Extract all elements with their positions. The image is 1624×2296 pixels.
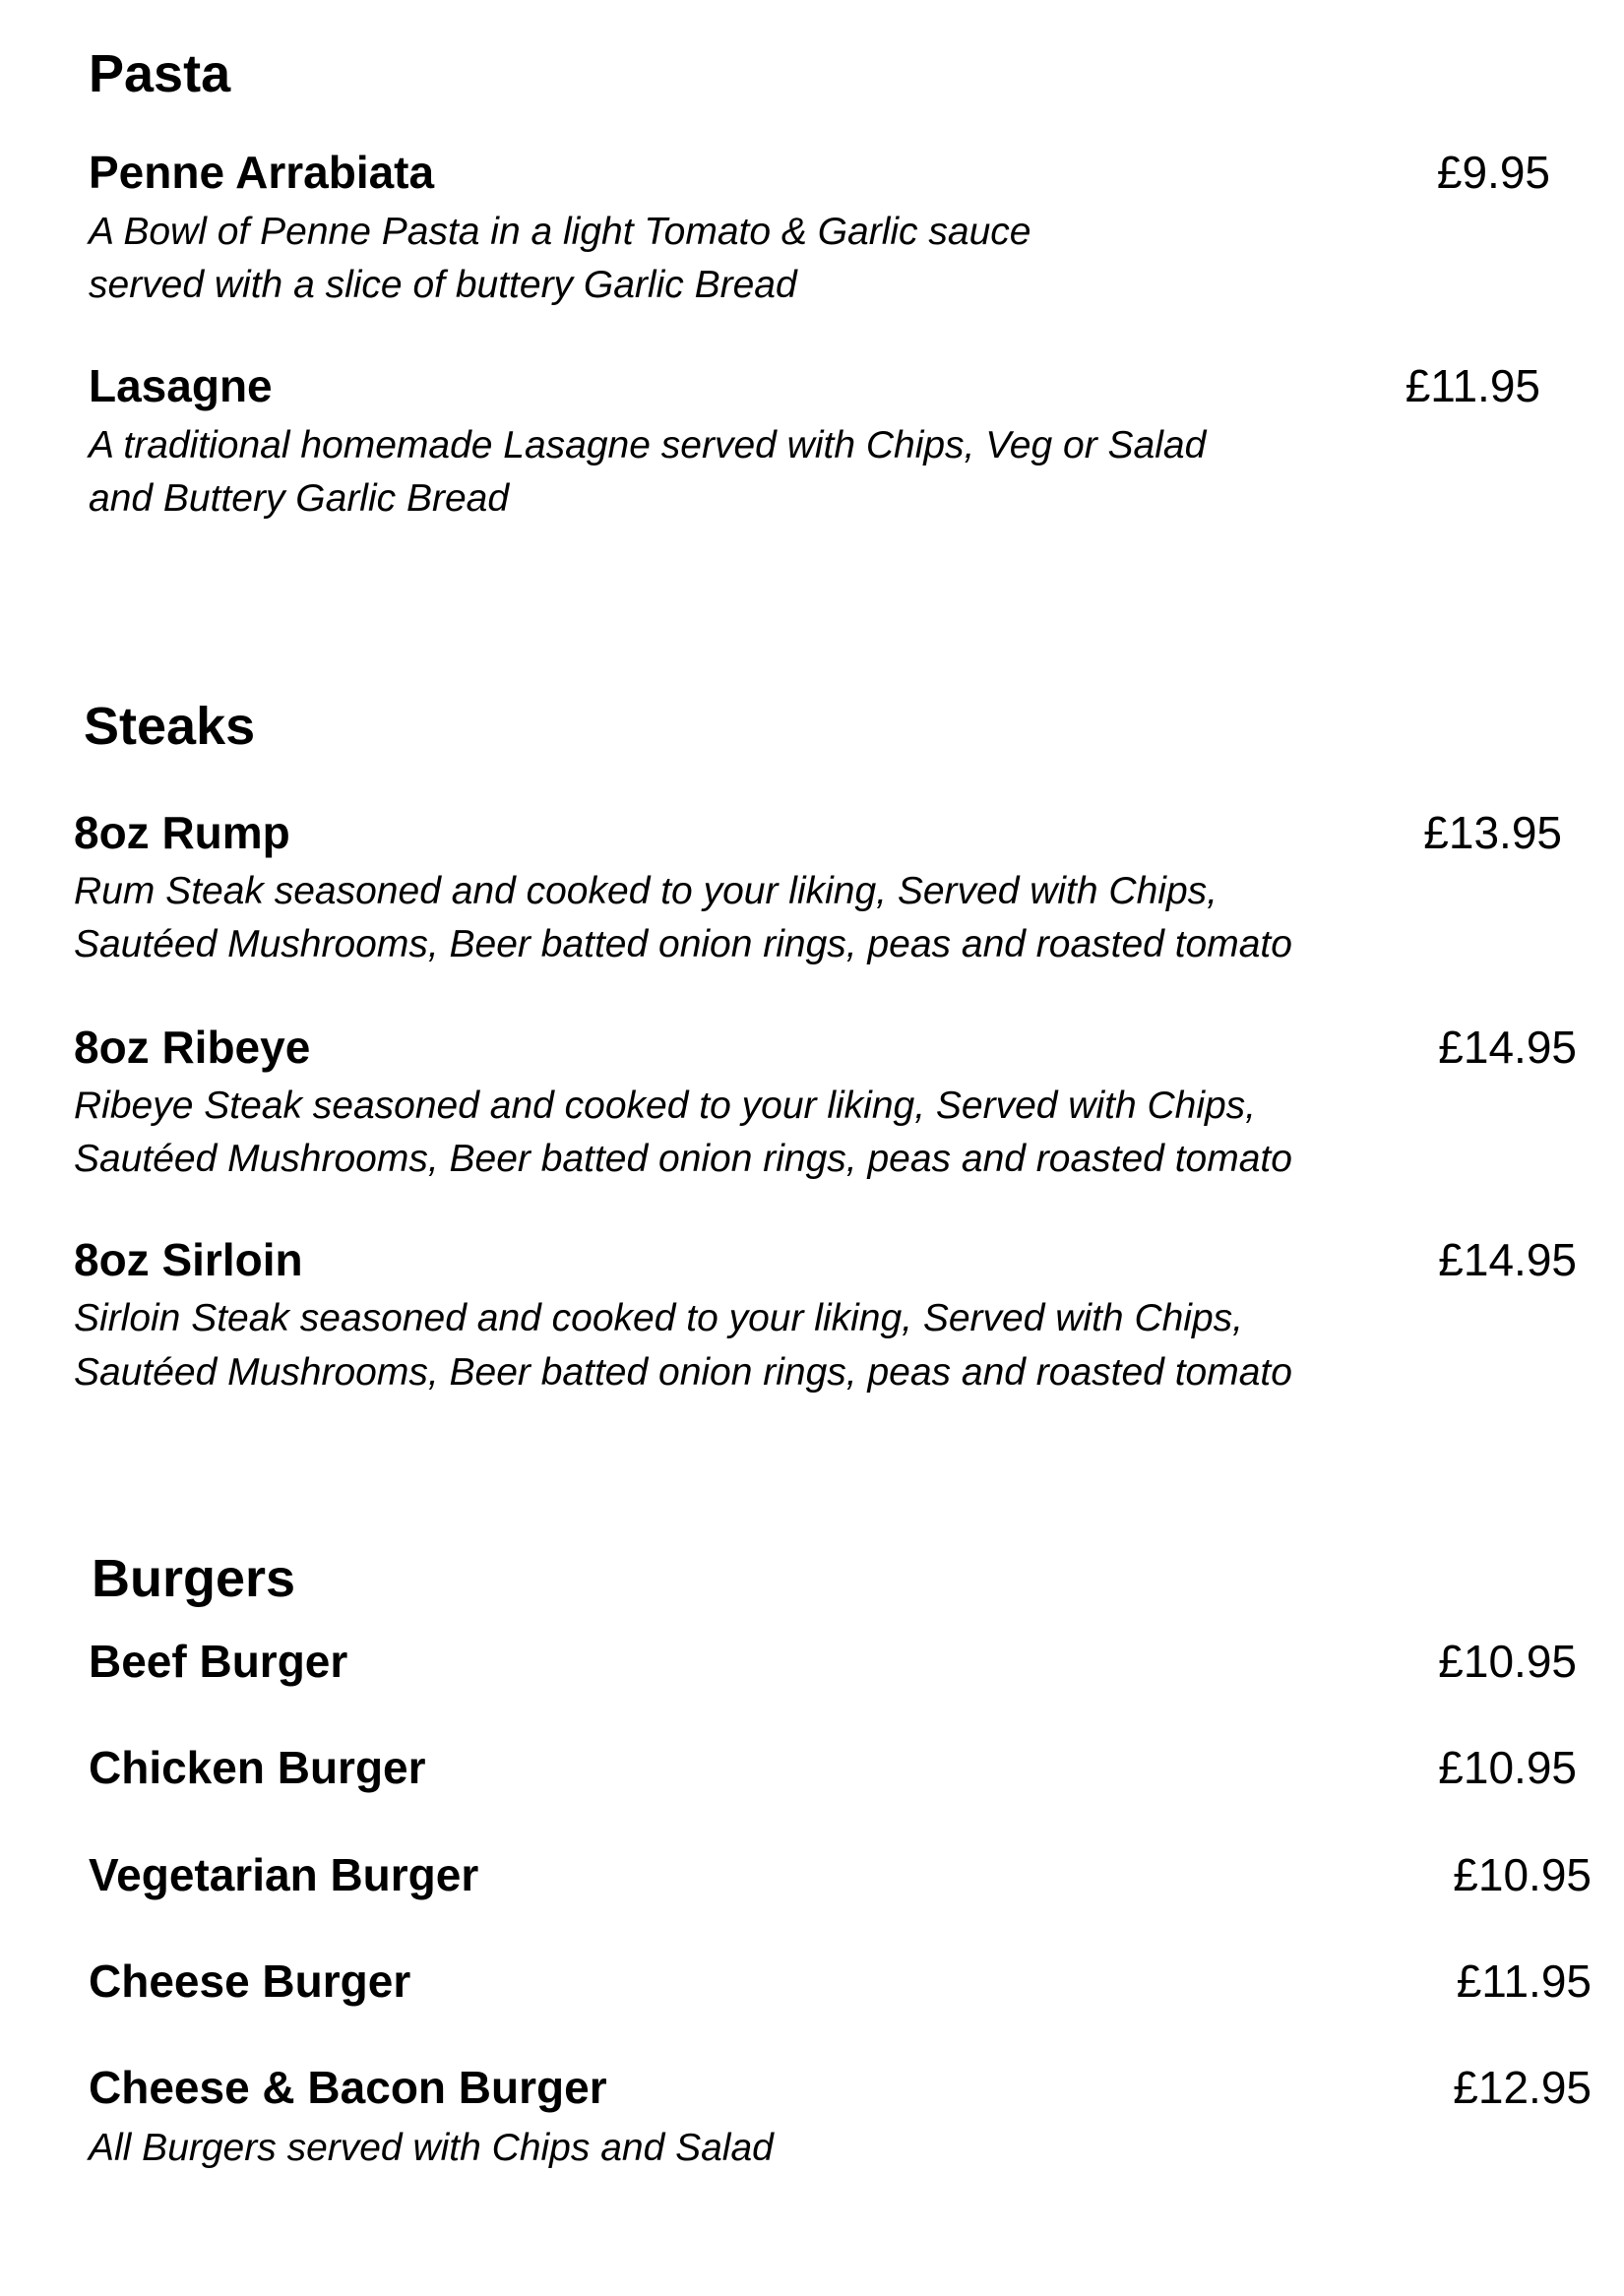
section-heading: Pasta (89, 44, 231, 103)
item-name: Beef Burger (89, 1636, 348, 1687)
item-price: £10.95 (1438, 1742, 1577, 1793)
section-heading: Steaks (84, 697, 256, 756)
item-description: Sautéed Mushrooms, Beer batted onion rings, peas and roasted tomato (74, 923, 1292, 965)
item-description: A Bowl of Penne Pasta in a light Tomato & Garlic sauce (89, 211, 1031, 253)
item-description: Sautéed Mushrooms, Beer batted onion rings, peas and roasted tomato (74, 1138, 1292, 1180)
item-description: Sirloin Steak seasoned and cooked to your liking, Served with Chips, (74, 1297, 1243, 1339)
item-description: Ribeye Steak seasoned and cooked to your liking, Served with Chips, (74, 1085, 1257, 1127)
item-name: Cheese Burger (89, 1955, 411, 2007)
item-description: Sautéed Mushrooms, Beer batted onion rings, peas and roasted tomato (74, 1351, 1292, 1394)
section-heading: Burgers (92, 1549, 296, 1608)
item-description: and Buttery Garlic Bread (89, 477, 510, 520)
item-price: £11.95 (1456, 1955, 1592, 2007)
item-price: £14.95 (1438, 1234, 1577, 1285)
item-price: £12.95 (1453, 2062, 1592, 2113)
item-price: £14.95 (1438, 1022, 1577, 1073)
burgers-note: All Burgers served with Chips and Salad (89, 2127, 774, 2169)
item-price: £9.95 (1436, 147, 1550, 198)
item-price: £13.95 (1423, 807, 1562, 858)
item-name: Vegetarian Burger (89, 1849, 479, 1900)
item-name: Cheese & Bacon Burger (89, 2062, 607, 2113)
item-name: 8oz Sirloin (74, 1234, 303, 1285)
item-name: Chicken Burger (89, 1742, 426, 1793)
item-price: £10.95 (1438, 1636, 1577, 1687)
item-description: Rum Steak seasoned and cooked to your liking, Served with Chips, (74, 870, 1218, 912)
item-name: 8oz Ribeye (74, 1022, 311, 1073)
item-name: Penne Arrabiata (89, 147, 435, 198)
item-price: £11.95 (1405, 360, 1540, 411)
item-price: £10.95 (1453, 1849, 1592, 1900)
item-name: 8oz Rump (74, 807, 290, 858)
item-description: served with a slice of buttery Garlic Bread (89, 264, 797, 306)
item-name: Lasagne (89, 360, 273, 411)
item-description: A traditional homemade Lasagne served with Chips, Veg or Salad (89, 424, 1207, 466)
